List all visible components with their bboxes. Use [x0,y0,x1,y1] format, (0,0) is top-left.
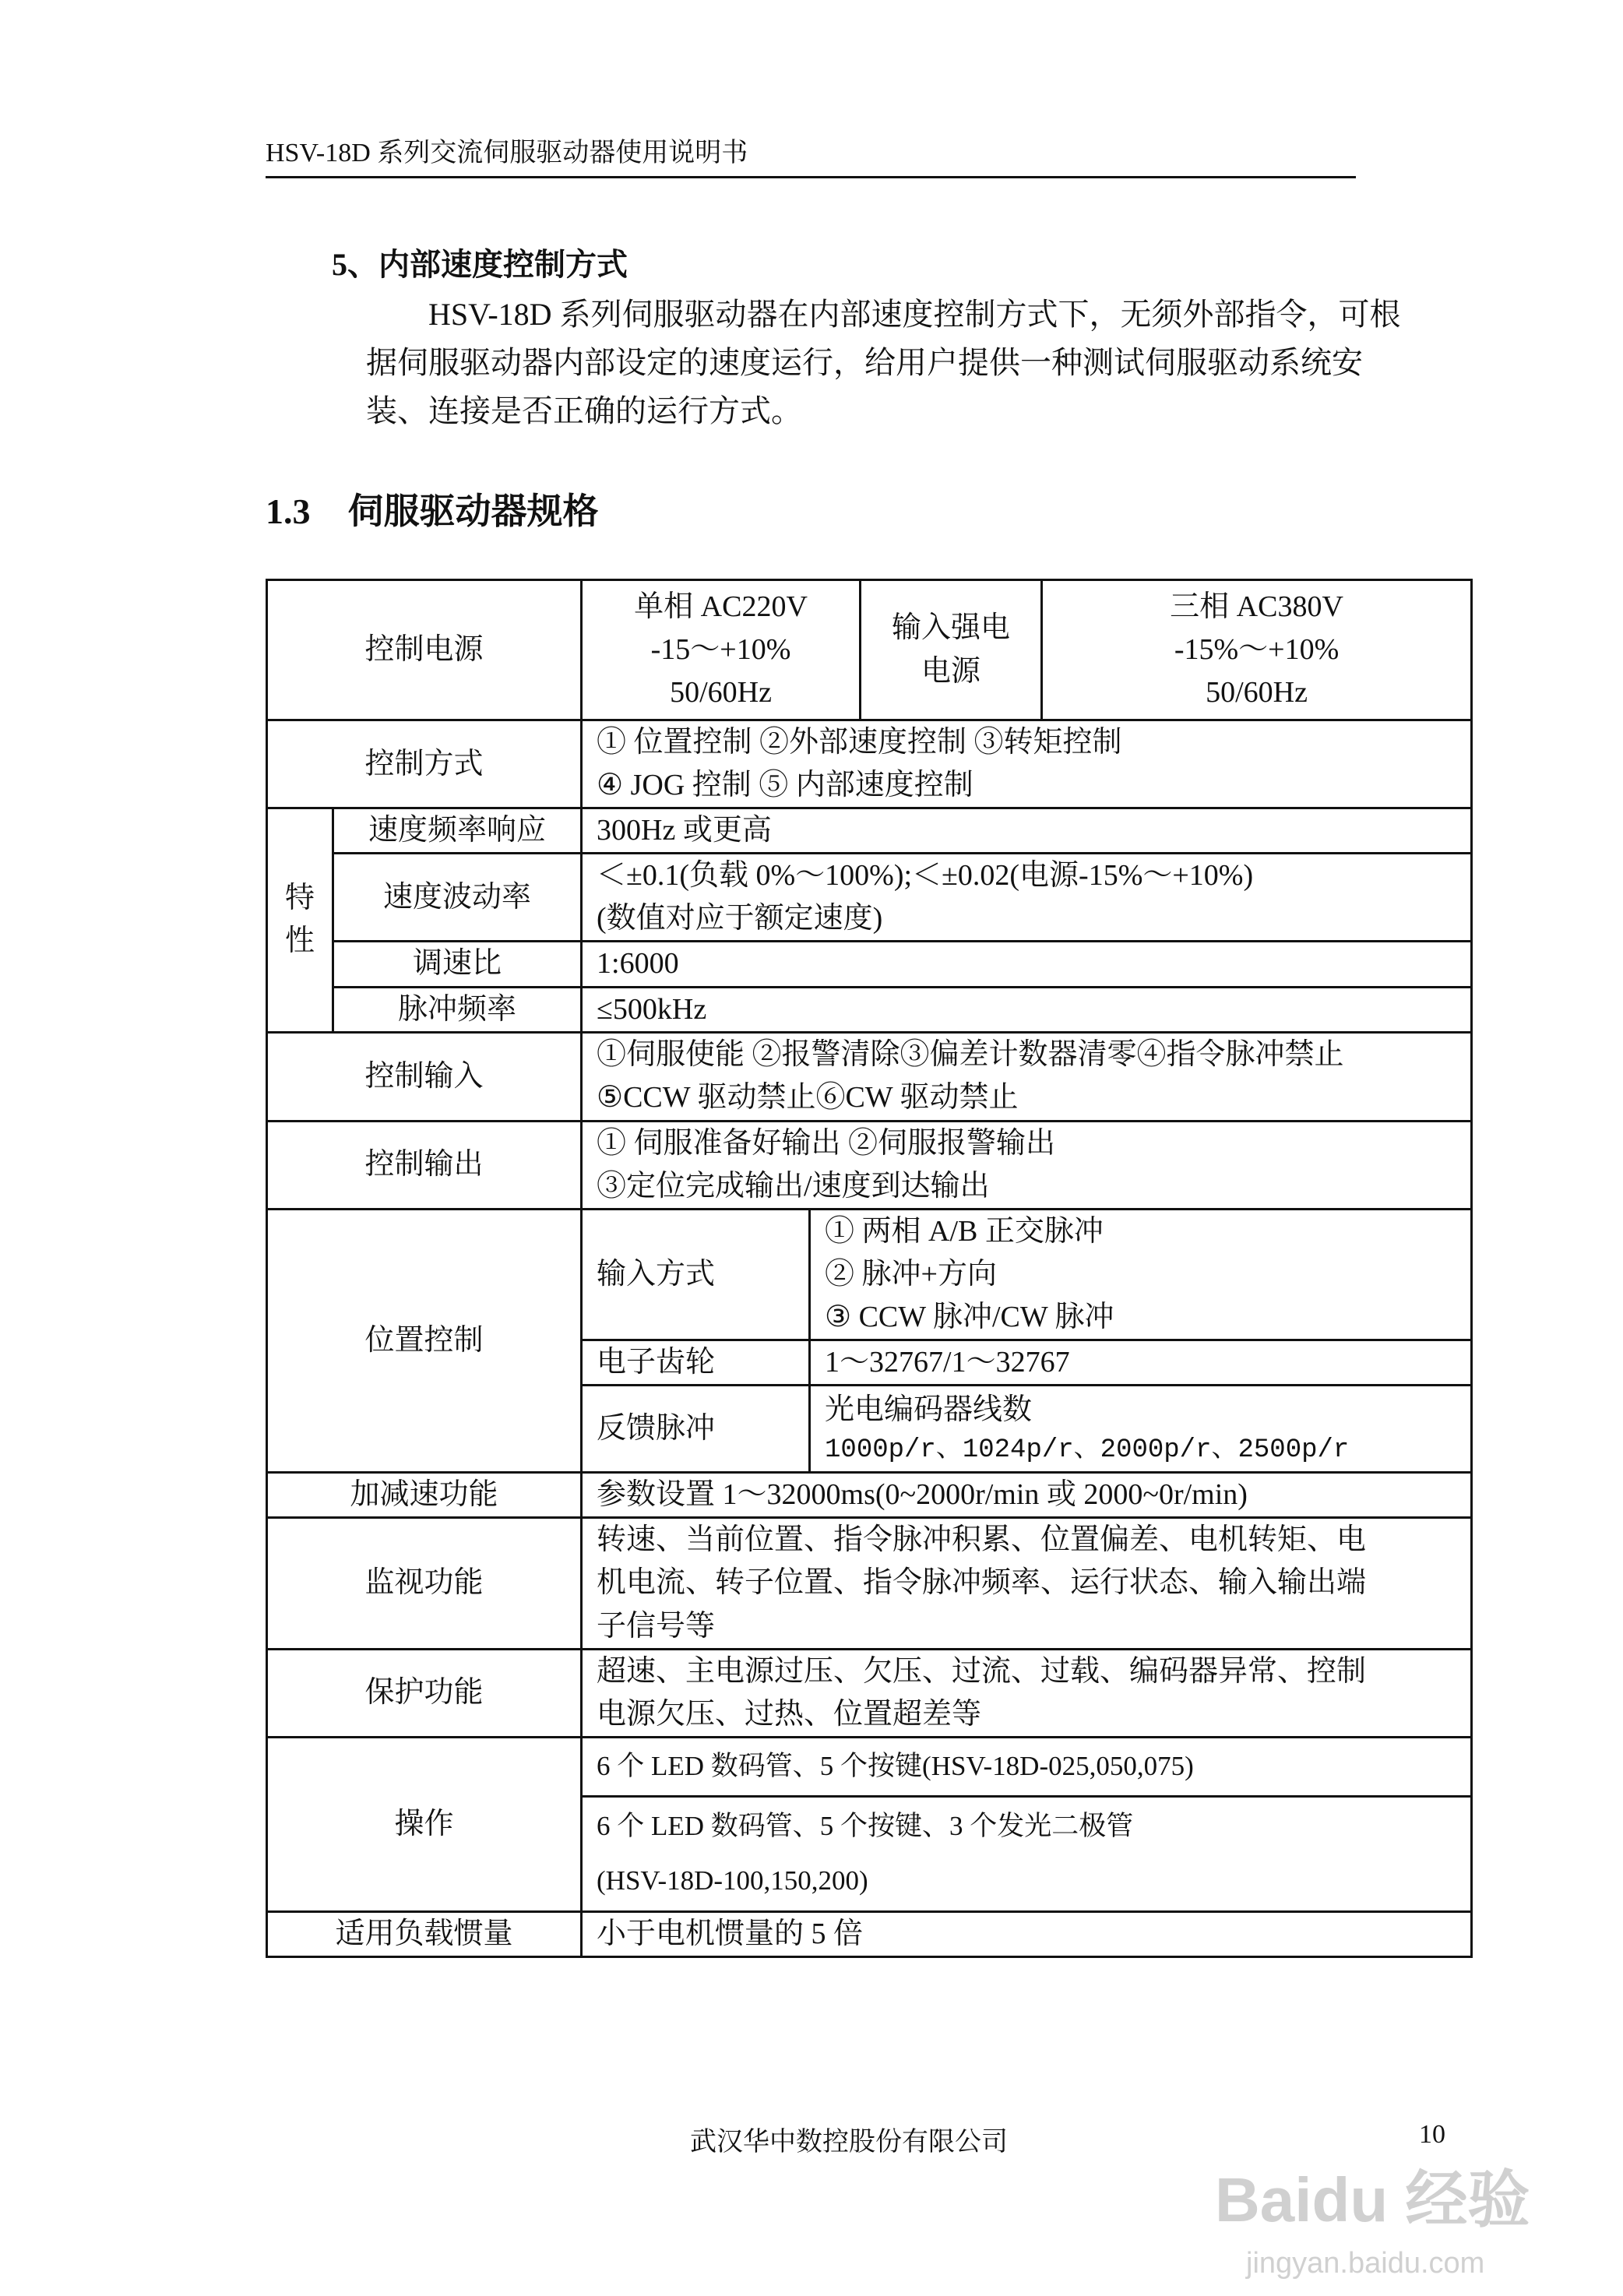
row-value: 300Hz 或更高 [582,808,1472,854]
row-label: 控制输入 [267,1032,582,1121]
row-value: ＜±0.1(负载 0%～100%);＜±0.02(电源-15%～+10%) (数值对应于额定速度) [582,854,1472,942]
row-label: 输入方式 [582,1209,810,1340]
row-value: 1:6000 [582,942,1472,987]
row-label: 速度频率响应 [333,808,582,854]
row-label: 加减速功能 [267,1473,582,1518]
row-value: ① 伺服准备好输出 ②伺服报警输出 ③定位完成输出/速度到达输出 [582,1121,1472,1209]
row-value: 参数设置 1～32000ms(0~2000r/min 或 2000~0r/min) [582,1473,1472,1518]
row-label: 适用负载惯量 [267,1911,582,1956]
section-title [266,483,636,534]
table-row [267,1518,1472,1649]
row-label: 电子齿轮 [582,1340,810,1386]
group-label: 特 性 [267,808,333,1032]
subsection-heading: 5、内部速度控制方式 [332,247,628,282]
section-title-text: 伺服驱动器规格 [347,491,599,531]
table-row [267,1911,1472,1956]
page-number: 10 [1419,2120,1445,2149]
row-label: 调速比 [333,942,582,987]
row-label: 脉冲频率 [333,987,582,1032]
row-value: ① 位置控制 ②外部速度控制 ③转矩控制 ④ JOG 控制 ⑤ 内部速度控制 [582,720,1472,808]
table-row [267,808,1472,854]
header-rule [266,176,1356,178]
three-phase-spec: 三相 AC380V -15%～+10% 50/60Hz [1042,580,1472,720]
row-value: 6 个 LED 数码管、5 个按键(HSV-18D-025,050,075) [582,1737,1472,1796]
table-row [267,1649,1472,1737]
group-label: 位置控制 [267,1209,582,1472]
table-row [267,854,1472,942]
row-label: 控制输出 [267,1121,582,1209]
row-label: 反馈脉冲 [582,1386,810,1473]
row-label: 控制方式 [267,720,582,808]
table-row [267,580,1472,720]
table-row [267,1209,1472,1340]
row-label: 速度波动率 [333,854,582,942]
row-value: 转速、当前位置、指令脉冲积累、位置偏差、电机转矩、电 机电流、转子位置、指令脉冲频率、运行状态、输入输出端 子信号等 [582,1518,1472,1649]
row-label: 监视功能 [267,1518,582,1649]
table-row [267,1032,1472,1121]
table-row [267,1121,1472,1209]
table-row [267,942,1472,987]
paragraph-line: 据伺服驱动器内部设定的速度运行，给用户提供一种测试伺服驱动系统安 [366,345,1363,380]
running-header: HSV-18D 系列交流伺服驱动器使用说明书 [266,139,748,167]
baidu-watermark-logo: Baidu 经验 [1215,2165,1530,2234]
paragraph-line: HSV-18D 系列伺服驱动器在内部速度控制方式下，无须外部指令，可根 [428,297,1401,332]
row-value: ① 两相 A/B 正交脉冲 ② 脉冲+方向 ③ CCW 脉冲/CW 脉冲 [810,1209,1472,1340]
section-number: 1.3 [266,491,311,531]
table-row [267,720,1472,808]
table-row [267,987,1472,1032]
row-label: 操作 [267,1737,582,1911]
single-phase-spec: 单相 AC220V -15～+10% 50/60Hz [582,580,861,720]
paragraph-line: 装、连接是否正确的运行方式。 [366,393,802,428]
row-value: ①伺服使能 ②报警清除③偏差计数器清零④指令脉冲禁止 ⑤CCW 驱动禁止⑥CW 驱动禁止 [582,1032,1472,1121]
table-row [267,1473,1472,1518]
row-value: 光电编码器线数 1000p/r、1024p/r、2000p/r、2500p/r [810,1386,1472,1473]
watermark-url: jingyan.baidu.com [1246,2247,1485,2280]
footer-company: 武汉华中数控股份有限公司 [690,2128,1008,2157]
input-power-label: 输入强电 电源 [861,580,1042,720]
row-value: 超速、主电源过压、欠压、过流、过载、编码器异常、控制 电源欠压、过热、位置超差等 [582,1649,1472,1737]
row-label: 保护功能 [267,1649,582,1737]
row-value: ≤500kHz [582,987,1472,1032]
spec-table [266,579,1473,1958]
table-row [267,1737,1472,1796]
row-label: 控制电源 [267,580,582,720]
row-value: 1～32767/1～32767 [810,1340,1472,1386]
row-value: 小于电机惯量的 5 倍 [582,1911,1472,1956]
row-value: 6 个 LED 数码管、5 个按键、3 个发光二极管 (HSV-18D-100,150,200) [582,1796,1472,1911]
